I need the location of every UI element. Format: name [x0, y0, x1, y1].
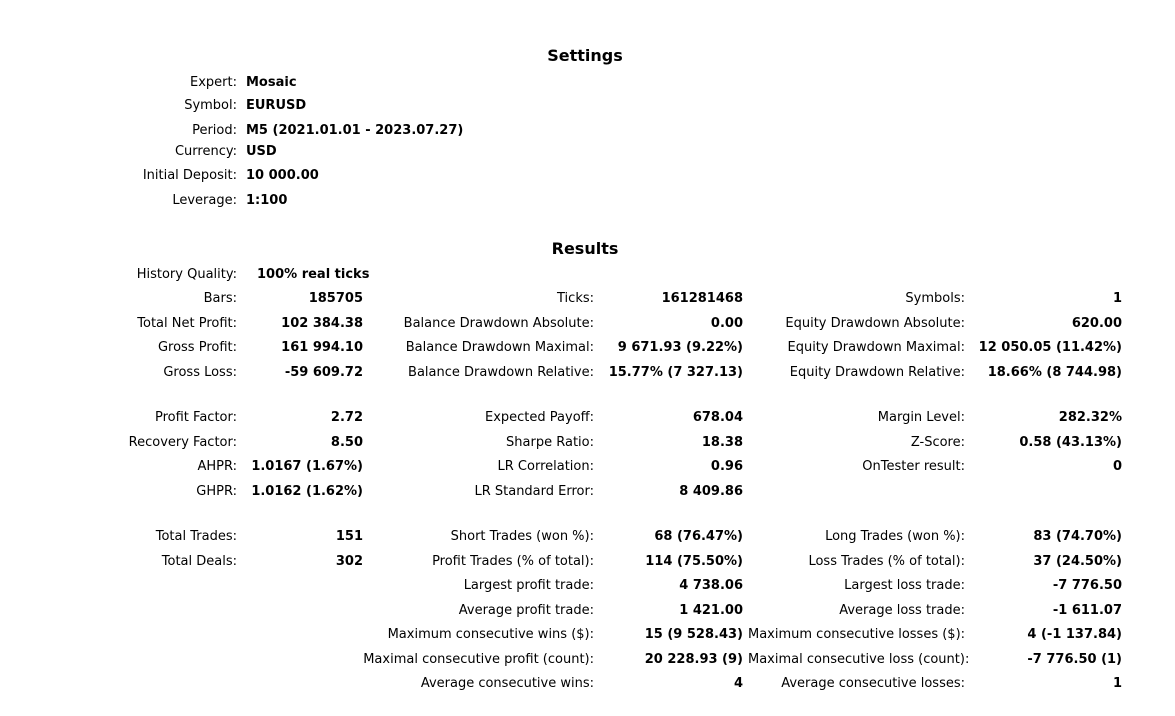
recovery-factor-value: 8.50: [330, 435, 363, 450]
margin-level-value: 282.32%: [1058, 410, 1122, 425]
ontester-result-label: OnTester result:: [862, 459, 965, 474]
largest-loss-trade-value: -7 776.50: [1052, 578, 1122, 593]
symbol-value: EURUSD: [246, 98, 307, 113]
ticks-value: 161281468: [661, 291, 743, 306]
equity-dd-maximal-value: 12 050.05 (11.42%): [978, 340, 1122, 355]
gross-loss-value: -59 609.72: [284, 365, 363, 380]
long-trades-label: Long Trades (won %):: [825, 529, 965, 544]
lr-correlation-label: LR Correlation:: [497, 459, 594, 474]
total-deals-value: 302: [335, 554, 363, 569]
balance-dd-maximal-value: 9 671.93 (9.22%): [617, 340, 743, 355]
sharpe-ratio-value: 18.38: [701, 435, 743, 450]
equity-dd-relative-value: 18.66% (8 744.98): [987, 365, 1122, 380]
period-label: Period:: [192, 123, 237, 138]
profit-trades-label: Profit Trades (% of total):: [432, 554, 594, 569]
lr-standard-error-label: LR Standard Error:: [474, 484, 594, 499]
symbols-label: Symbols:: [905, 291, 965, 306]
profit-factor-value: 2.72: [330, 410, 363, 425]
z-score-label: Z-Score:: [910, 435, 965, 450]
avg-consecutive-wins-label: Average consecutive wins:: [420, 676, 594, 691]
bars-value: 185705: [308, 291, 363, 306]
period-value: M5 (2021.01.01 - 2023.07.27): [246, 123, 464, 138]
initial-deposit-label: Initial Deposit:: [142, 168, 237, 183]
margin-level-label: Margin Level:: [877, 410, 965, 425]
short-trades-label: Short Trades (won %):: [450, 529, 594, 544]
max-consecutive-wins-value: 15 (9 528.43): [644, 627, 743, 642]
balance-dd-absolute-label: Balance Drawdown Absolute:: [403, 316, 594, 331]
ticks-label: Ticks:: [557, 291, 594, 306]
total-deals-label: Total Deals:: [161, 554, 237, 569]
balance-dd-absolute-value: 0.00: [710, 316, 743, 331]
leverage-label: Leverage:: [172, 193, 237, 208]
avg-consecutive-losses-value: 1: [1112, 676, 1122, 691]
balance-dd-relative-value: 15.77% (7 327.13): [608, 365, 743, 380]
expert-value: Mosaic: [246, 75, 297, 90]
loss-trades-value: 37 (24.50%): [1033, 554, 1122, 569]
maximal-consecutive-loss-label: Maximal consecutive loss (count):: [748, 652, 970, 667]
profit-trades-value: 114 (75.50%): [645, 554, 743, 569]
settings-heading: Settings: [547, 46, 623, 65]
average-profit-trade-label: Average profit trade:: [458, 603, 594, 618]
maximal-consecutive-loss-value: -7 776.50 (1): [1027, 652, 1122, 667]
equity-dd-absolute-label: Equity Drawdown Absolute:: [785, 316, 965, 331]
lr-standard-error-value: 8 409.86: [679, 484, 743, 499]
symbol-label: Symbol:: [184, 98, 237, 113]
maximal-consecutive-profit-value: 20 228.93 (9): [644, 652, 743, 667]
symbols-value: 1: [1112, 291, 1122, 306]
ontester-result-value: 0: [1112, 459, 1122, 474]
balance-dd-maximal-label: Balance Drawdown Maximal:: [405, 340, 594, 355]
avg-consecutive-losses-label: Average consecutive losses:: [781, 676, 965, 691]
profit-factor-label: Profit Factor:: [155, 410, 237, 425]
ahpr-value: 1.0167 (1.67%): [251, 459, 363, 474]
recovery-factor-label: Recovery Factor:: [128, 435, 237, 450]
largest-loss-trade-label: Largest loss trade:: [844, 578, 965, 593]
expected-payoff-value: 678.04: [692, 410, 743, 425]
expert-label: Expert:: [190, 75, 237, 90]
ghpr-label: GHPR:: [196, 484, 237, 499]
max-consecutive-wins-label: Maximum consecutive wins ($):: [387, 627, 594, 642]
average-loss-trade-value: -1 611.07: [1052, 603, 1122, 618]
largest-profit-trade-label: Largest profit trade:: [463, 578, 594, 593]
balance-dd-relative-label: Balance Drawdown Relative:: [408, 365, 594, 380]
gross-profit-label: Gross Profit:: [157, 340, 237, 355]
ahpr-label: AHPR:: [197, 459, 237, 474]
max-consecutive-losses-label: Maximum consecutive losses ($):: [748, 627, 966, 642]
total-trades-value: 151: [335, 529, 363, 544]
avg-consecutive-wins-value: 4: [733, 676, 743, 691]
ghpr-value: 1.0162 (1.62%): [251, 484, 363, 499]
sharpe-ratio-label: Sharpe Ratio:: [506, 435, 594, 450]
currency-value: USD: [246, 144, 277, 159]
total-net-profit-label: Total Net Profit:: [137, 316, 237, 331]
z-score-value: 0.58 (43.13%): [1019, 435, 1122, 450]
gross-loss-label: Gross Loss:: [163, 365, 237, 380]
max-consecutive-losses-value: 4 (-1 137.84): [1027, 627, 1122, 642]
initial-deposit-value: 10 000.00: [246, 168, 319, 183]
equity-dd-maximal-label: Equity Drawdown Maximal:: [787, 340, 965, 355]
average-profit-trade-value: 1 421.00: [679, 603, 743, 618]
history-quality-label: History Quality:: [136, 267, 237, 282]
short-trades-value: 68 (76.47%): [654, 529, 743, 544]
average-loss-trade-label: Average loss trade:: [839, 603, 965, 618]
expected-payoff-label: Expected Payoff:: [485, 410, 594, 425]
currency-label: Currency:: [174, 144, 237, 159]
loss-trades-label: Loss Trades (% of total):: [808, 554, 965, 569]
gross-profit-value: 161 994.10: [281, 340, 363, 355]
maximal-consecutive-profit-label: Maximal consecutive profit (count):: [363, 652, 594, 667]
lr-correlation-value: 0.96: [710, 459, 743, 474]
largest-profit-trade-value: 4 738.06: [679, 578, 743, 593]
leverage-value: 1:100: [246, 193, 288, 208]
bars-label: Bars:: [203, 291, 237, 306]
equity-dd-absolute-value: 620.00: [1071, 316, 1122, 331]
history-quality-value: 100% real ticks: [257, 267, 370, 282]
total-trades-label: Total Trades:: [155, 529, 237, 544]
results-heading: Results: [551, 239, 619, 258]
equity-dd-relative-label: Equity Drawdown Relative:: [789, 365, 965, 380]
total-net-profit-value: 102 384.38: [281, 316, 363, 331]
long-trades-value: 83 (74.70%): [1033, 529, 1122, 544]
